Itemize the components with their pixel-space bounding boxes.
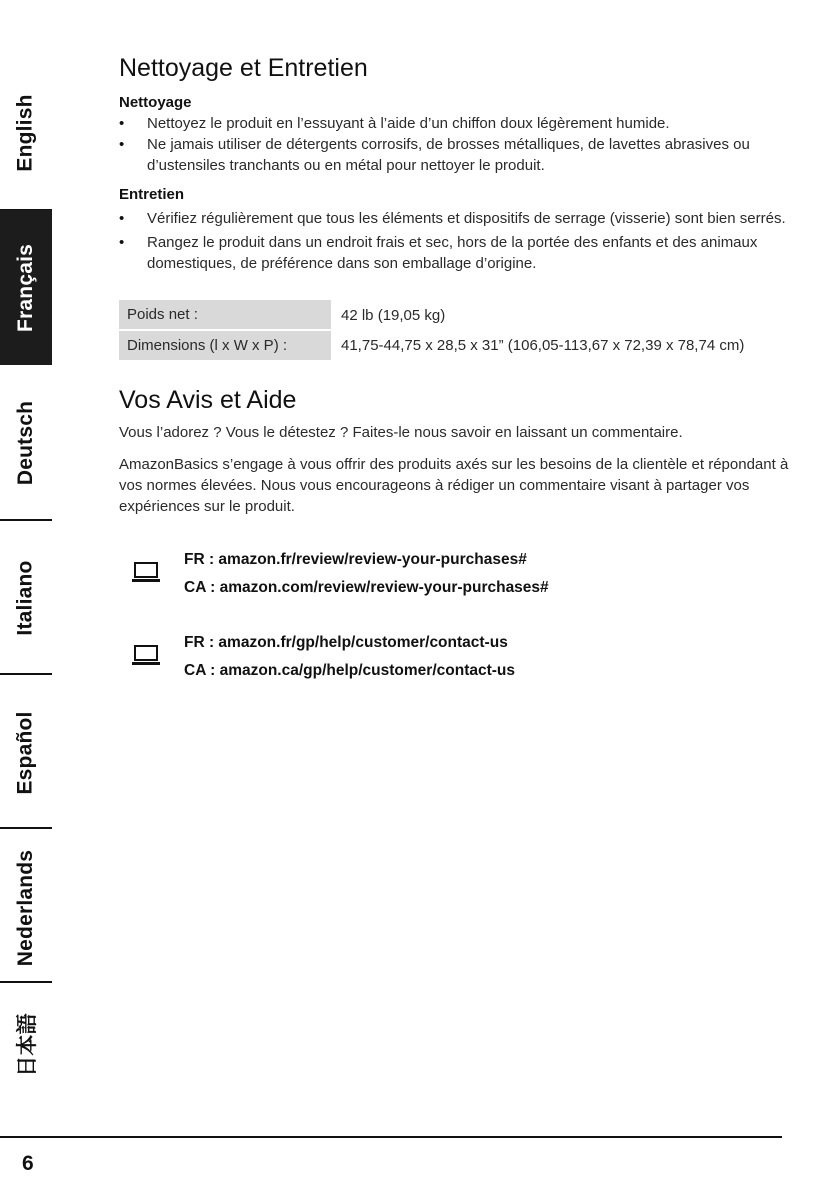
tab-divider — [0, 981, 52, 983]
link-list — [119, 546, 789, 685]
list-item: • Rangez le produit dans un endroit frais et sec, hors de la portée des enfants et des animaux domestiques, de préférence dans son emballage d’origine. — [119, 232, 789, 274]
review-link-ca[interactable]: CA : amazon.com/review/review-your-purchases# — [184, 579, 549, 596]
tab-japanese[interactable] — [0, 985, 52, 1105]
contact-link-fr[interactable]: FR : amazon.fr/gp/help/customer/contact-us — [184, 634, 508, 651]
tab-nederlands-label: Nederlands — [14, 849, 37, 966]
page-number: 6 — [22, 1152, 34, 1175]
tab-divider — [0, 827, 52, 829]
spec-value: 41,75-44,75 x 28,5 x 31” (106,05-113,67 x 72,39 x 78,74 cm) — [341, 337, 745, 354]
feedback-paragraph: AmazonBasics s’engage à vous offrir des produits axés sur les besoins de la clientèle et répondant à vos normes élevées. Nous vous encourageons à rédiger un commentaire visant à partager vos expériences sur le produit. — [119, 456, 789, 515]
laptop-icon — [131, 643, 161, 669]
entretien-list — [119, 208, 789, 274]
tab-italiano[interactable] — [0, 520, 52, 675]
review-link-fr[interactable]: FR : amazon.fr/review/review-your-purchases# — [184, 551, 527, 568]
language-tabs — [0, 55, 52, 1110]
table-row — [119, 330, 784, 361]
nettoyage-list — [119, 113, 789, 176]
laptop-icon — [131, 560, 161, 586]
tab-francais-label: Français — [14, 243, 38, 332]
spec-label: Poids net : — [119, 300, 331, 330]
tab-japanese-label: 日本語 — [16, 1013, 40, 1077]
tab-espanol[interactable] — [0, 675, 52, 830]
section-title-feedback: Vos Avis et Aide — [119, 386, 297, 414]
contact-link-ca[interactable]: CA : amazon.ca/gp/help/customer/contact-us — [184, 662, 516, 679]
tab-deutsch-label: Deutsch — [14, 400, 38, 485]
tab-deutsch[interactable] — [0, 365, 52, 520]
review-links — [119, 546, 789, 602]
tab-nederlands[interactable] — [0, 830, 52, 985]
nettoyage-heading: Nettoyage — [119, 94, 192, 111]
section-title-cleaning: Nettoyage et Entretien — [119, 54, 368, 82]
list-item: • Vérifiez régulièrement que tous les éléments et dispositifs de serrage (visserie) sont bien serrés. — [119, 208, 789, 229]
spec-label: Dimensions (l x W x P) : — [119, 330, 331, 361]
footer-divider — [0, 1136, 782, 1138]
tab-english[interactable] — [0, 55, 52, 210]
entretien-heading: Entretien — [119, 186, 185, 203]
contact-links — [119, 629, 789, 685]
list-item: • Nettoyez le produit en l’essuyant à l’aide d’un chiffon doux légèrement humide. — [119, 113, 789, 134]
tab-francais[interactable] — [0, 210, 52, 365]
specs-table — [119, 300, 784, 362]
feedback-paragraph: Vous l’adorez ? Vous le détestez ? Faites-le nous savoir en laissant un commentaire. — [119, 424, 683, 441]
list-item: • Ne jamais utiliser de détergents corrosifs, de brosses métalliques, de lavettes abrasives ou d’ustensiles tranchants ou en métal pour nettoyer le produit. — [119, 134, 789, 176]
tab-espanol-label: Español — [14, 710, 37, 795]
table-row — [119, 300, 784, 330]
spec-value: 42 lb (19,05 kg) — [341, 306, 446, 324]
tab-english-label: English — [14, 93, 37, 172]
main-content — [119, 48, 789, 712]
tab-italiano-label: Italiano — [14, 559, 37, 636]
